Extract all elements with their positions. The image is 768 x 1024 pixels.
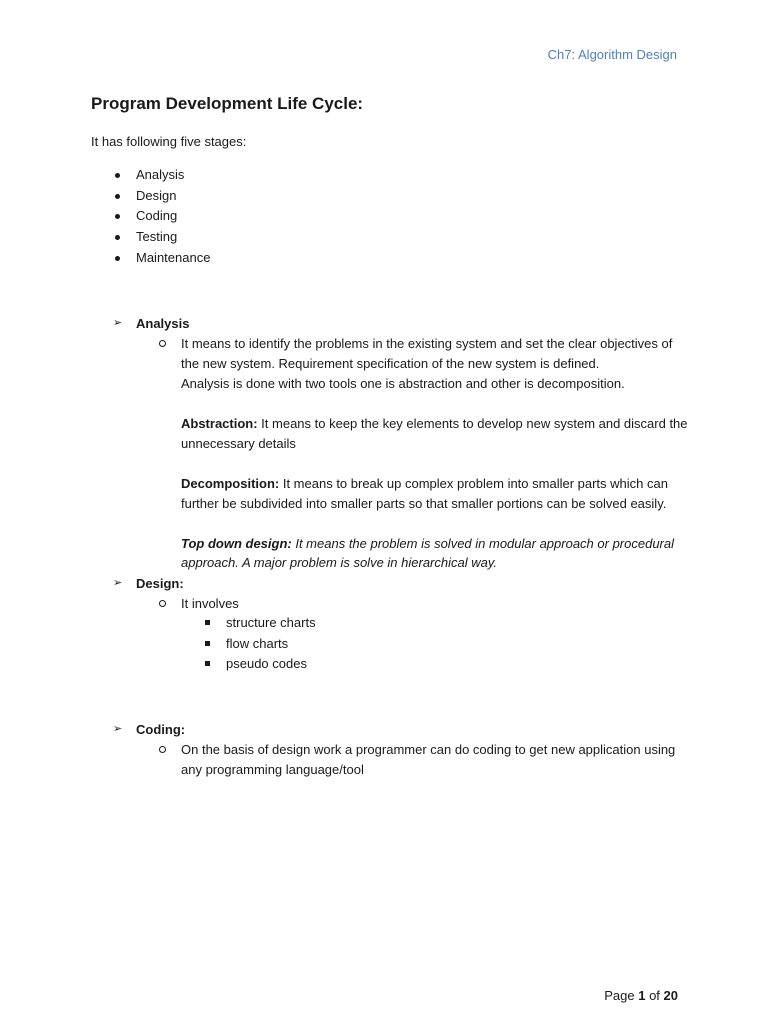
abstraction-definition: Abstraction: It means to keep the key elements to develop new system and discard the (181, 416, 688, 431)
topdown-definition: Top down design: It means the problem is solved in modular approach or procedural (181, 536, 674, 551)
stage-item-coding: Coding (136, 208, 178, 223)
circle-bullet-icon (159, 746, 166, 753)
stage-item-analysis: Analysis (136, 167, 185, 182)
square-bullet-icon (205, 620, 210, 625)
analysis-line: It means to identify the problems in the existing system and set the clear objectives of (181, 336, 673, 351)
arrow-bullet-icon: ➢ (113, 317, 123, 329)
stage-item-maintenance: Maintenance (136, 250, 211, 265)
circle-bullet-icon (159, 340, 166, 347)
square-bullet-icon (205, 661, 210, 666)
decomposition-definition-cont: further be subdivided into smaller parts so that smaller portions can be solved easily. (181, 496, 667, 511)
analysis-line: the new system. Requirement specification of the new system is defined. (181, 356, 600, 371)
analysis-heading: Analysis (136, 316, 190, 331)
stage-item-design: Design (136, 188, 177, 203)
design-involves: It involves (181, 596, 239, 611)
bullet-icon (115, 214, 120, 219)
design-item: structure charts (226, 615, 316, 630)
analysis-line: Analysis is done with two tools one is abstraction and other is decomposition. (181, 376, 625, 391)
stage-item-testing: Testing (136, 229, 178, 244)
abstraction-definition-cont: unnecessary details (181, 436, 296, 451)
arrow-bullet-icon: ➢ (113, 723, 123, 735)
bullet-icon (115, 256, 120, 261)
arrow-bullet-icon: ➢ (113, 577, 123, 589)
decomposition-definition: Decomposition: It means to break up complex problem into smaller parts which can (181, 476, 668, 491)
design-item: pseudo codes (226, 656, 307, 671)
header-title: Ch7: Algorithm Design (547, 47, 677, 62)
design-heading: Design: (136, 576, 184, 591)
circle-bullet-icon (159, 600, 166, 607)
topdown-definition-cont: approach. A major problem is solve in hierarchical way. (181, 555, 497, 570)
bullet-icon (115, 194, 120, 199)
coding-heading: Coding: (136, 722, 186, 737)
intro-text: It has following five stages: (91, 134, 247, 149)
bullet-icon (115, 235, 120, 240)
square-bullet-icon (205, 641, 210, 646)
coding-line: any programming language/tool (181, 762, 364, 777)
page-title: Program Development Life Cycle: (91, 94, 364, 113)
design-item: flow charts (226, 636, 289, 651)
page-number: Page 1 of 20 (604, 988, 678, 1003)
coding-line: On the basis of design work a programmer can do coding to get new application using (181, 742, 676, 757)
bullet-icon (115, 173, 120, 178)
